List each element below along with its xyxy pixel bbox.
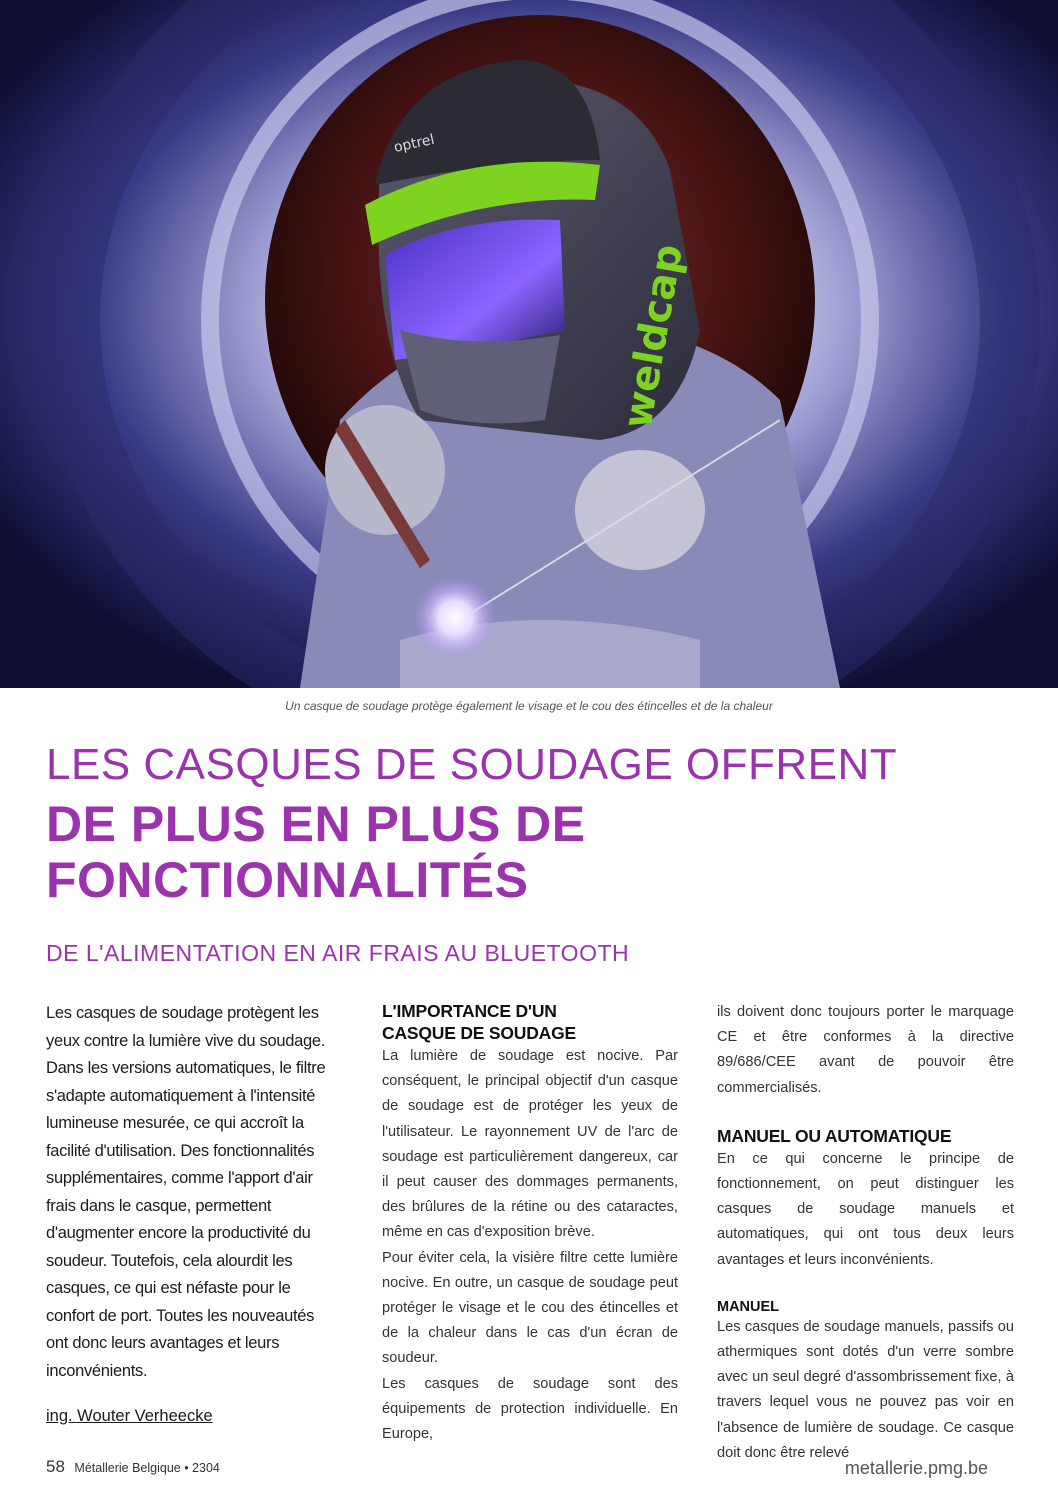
intro-column bbox=[46, 1000, 328, 1426]
helmet-model-label: weldcap bbox=[614, 240, 693, 432]
welding-spark bbox=[413, 576, 497, 660]
footer-page-info bbox=[46, 1457, 220, 1477]
body-paragraph: La lumière de soudage est nocive. Par conséquent, le principal objectif d'un casque de soudage est de protéger les yeux de l'utilisateur. Le rayonnement UV de l'arc de soudage est particulièrement dangereux, car il peut causer des dommages permanents, des brûlures de la rétine ou des cataractes, même en cas d'exposition brève. bbox=[382, 1048, 678, 1241]
welder-illustration bbox=[0, 0, 1058, 688]
body-paragraph: Les casques de soudage sont des équipements de protection individuelle. En Europe, bbox=[382, 1375, 678, 1443]
website-link[interactable]: metallerie.pmg.be bbox=[844, 1458, 988, 1478]
title-line-2: DE PLUS EN PLUS DE bbox=[46, 796, 586, 852]
body-paragraph: En ce qui concerne le principe de fonctionnement, on peut distinguer les casques de soudage manuels et automatiques, qui ont tous deux leurs avantages et leurs inconvénients. bbox=[717, 1150, 1014, 1268]
photo-caption: Un casque de soudage protège également le visage et le cou des étincelles et de la chaleur bbox=[285, 699, 773, 713]
author: ing. Wouter Verheecke bbox=[46, 1407, 213, 1425]
subheading-manual: MANUEL bbox=[717, 1298, 780, 1315]
body-paragraph: Les casques de soudage manuels, passifs ou athermiques sont dotés d'un verre sombre avec un seul degré d'assombrissement fixe, à travers lequel vous ne pouvez pas voir en l'absence de lumière de soudage. Ce casque doit donc être relevé bbox=[717, 1318, 1014, 1461]
helmet-brand-label: optrel bbox=[392, 131, 436, 156]
body-paragraph: Pour éviter cela, la visière filtre cette lumière nocive. En outre, un casque de soudage peut protéger le visage et le cou des étincelles et de la chaleur dans le cas d'un écran de soudeur. bbox=[382, 1249, 678, 1367]
section-heading-line-1: L'IMPORTANCE D'UN bbox=[382, 1001, 557, 1021]
subtitle: DE L'ALIMENTATION EN AIR FRAIS AU BLUETOOTH bbox=[46, 940, 630, 966]
title-line-1: LES CASQUES DE SOUDAGE OFFRENT bbox=[46, 740, 898, 789]
right-glove bbox=[575, 450, 705, 570]
section-heading-importance bbox=[382, 1000, 678, 1044]
article-column-3 bbox=[717, 1000, 1014, 1466]
section-heading-manual-automatic: MANUEL OU AUTOMATIQUE bbox=[717, 1125, 952, 1146]
magazine-issue: Métallerie Belgique • 2304 bbox=[74, 1461, 220, 1475]
intro-paragraph: Les casques de soudage protègent les yeux contre la lumière vive du soudage. Dans les versions automatiques, le filtre s'adapte automatiquement à l'intensité lumineuse mesurée, ce qui accroît la facilité d'utilisation. Des fonctionnalités supplémentaires, comme l'apport d'air frais dans le casque, permettent d'augmenter encore la productivité du soudeur. Toutefois, cela alourdit les casques, ce qui est néfaste pour le confort de port. Toutes les nouveautés ont donc leurs avantages et leurs inconvénients. bbox=[46, 1004, 326, 1380]
title-bold bbox=[46, 796, 586, 908]
page-number: 58 bbox=[46, 1457, 65, 1476]
helmet-chin-guard bbox=[400, 330, 560, 423]
body-paragraph: ils doivent donc toujours porter le marquage CE et être conformes à la directive 89/686/CEE avant de pouvoir être commercialisés. bbox=[717, 1004, 1014, 1096]
article-column-2 bbox=[382, 1000, 678, 1447]
title-line-3: FONCTIONNALITÉS bbox=[46, 852, 529, 908]
hero-photo bbox=[0, 0, 1058, 688]
section-heading-line-2: CASQUE DE SOUDAGE bbox=[382, 1023, 576, 1043]
